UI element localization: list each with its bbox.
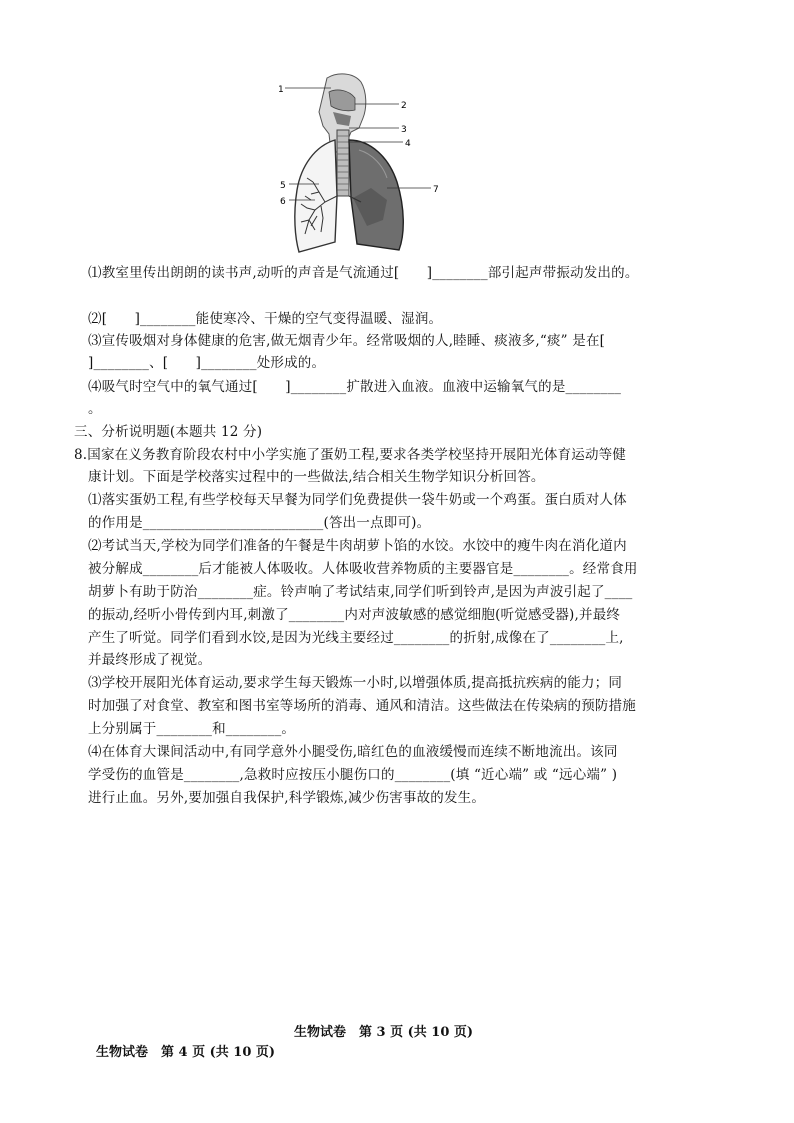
q8-part2-line-3: 胡萝卜有助于防治________症。铃声响了考试结束,同学们听到铃声,是因为声波引起了____ — [88, 584, 633, 600]
page-footer-4: 生物试卷 第 4 页 (共 10 页) — [96, 1045, 276, 1060]
q8-part2-line-5: 产生了听觉。同学们看到水饺,是因为光线主要经过________的折射,成像在了________上, — [88, 630, 624, 646]
q8-part3-line-1: ⑶学校开展阳光体育运动,要求学生每天锻炼一小时,以增强体质,提高抵抗疾病的能力；同 — [88, 675, 623, 691]
q8-part3-line-3: 上分别属于________和________。 — [88, 721, 296, 737]
q8-intro-line-2: 康计划。下面是学校落实过程中的一些做法,结合相关生物学知识分析回答。 — [88, 469, 545, 485]
q8-part4-line-1: ⑷在体育大课间活动中,有同学意外小腿受伤,暗红色的血液缓慢而连续不断地流出。该同 — [88, 744, 618, 760]
page-footer-3: 生物试卷 第 3 页 (共 10 页) — [294, 1025, 474, 1040]
diagram-label-7: 7 — [433, 185, 439, 195]
q8-part2-line-2: 被分解成________后才能被人体吸收。人体吸收营养物质的主要器官是________。经常食用 — [88, 561, 638, 577]
q7-item-2: ⑵[ ]________能使寒冷、干燥的空气变得温暖、湿润。 — [88, 311, 443, 327]
q8-part1-line-2: 的作用是__________________________(答出一点即可)。 — [88, 515, 431, 531]
q7-item-3-cont: ]________、[ ]________处形成的。 — [88, 355, 326, 371]
q8-part2-line-1: ⑵考试当天,学校为同学们准备的午餐是牛肉胡萝卜馅的水饺。水饺中的瘦牛肉在消化道内 — [88, 538, 627, 554]
diagram-label-6: 6 — [280, 197, 286, 207]
respiratory-system-diagram — [275, 70, 455, 260]
q8-part4-line-2: 学受伤的血管是________,急救时应按压小腿伤口的________(填 “近心端” 或 “远心端” ) — [88, 767, 618, 783]
q7-item-1: ⑴教室里传出朗朗的读书声,动听的声音是气流通过[ ]________部引起声带振动发出的。 — [88, 265, 639, 281]
q7-item-3: ⑶宣传吸烟对身体健康的危害,做无烟青少年。经常吸烟的人,睦睡、痰液多,“痰” 是在[ — [88, 333, 606, 349]
diagram-label-1: 1 — [278, 85, 284, 95]
q8-part4-line-3: 进行止血。另外,要加强自我保护,科学锻炼,减少伤害事故的发生。 — [88, 790, 486, 806]
diagram-label-2: 2 — [401, 101, 407, 111]
q8-part2-line-6: 并最终形成了视觉。 — [88, 652, 212, 668]
q8-part1-line-1: ⑴落实蛋奶工程,有些学校每天早餐为同学们免费提供一袋牛奶或一个鸡蛋。蛋白质对人体 — [88, 492, 627, 508]
diagram-label-5: 5 — [280, 181, 286, 191]
diagram-label-3: 3 — [401, 125, 407, 135]
q7-item-4: ⑷吸气时空气中的氧气通过[ ]________扩散进入血液。血液中运输氧气的是________ — [88, 379, 622, 395]
diagram-label-4: 4 — [405, 139, 411, 149]
section-heading: 三、分析说明题(本题共 12 分) — [74, 424, 263, 440]
q8-part2-line-4: 的振动,经听小骨传到内耳,刺激了________内对声波敏感的感觉细胞(听觉感受器),并最终 — [88, 607, 621, 623]
q8-part3-line-2: 时加强了对食堂、教室和图书室等场所的消毒、通风和清洁。这些做法在传染病的预防措施 — [88, 698, 636, 714]
q7-item-4-cont: 。 — [88, 401, 102, 417]
q8-intro-line-1: 8.国家在义务教育阶段农村中小学实施了蛋奶工程,要求各类学校坚持开展阳光体育运动等健 — [74, 447, 627, 463]
